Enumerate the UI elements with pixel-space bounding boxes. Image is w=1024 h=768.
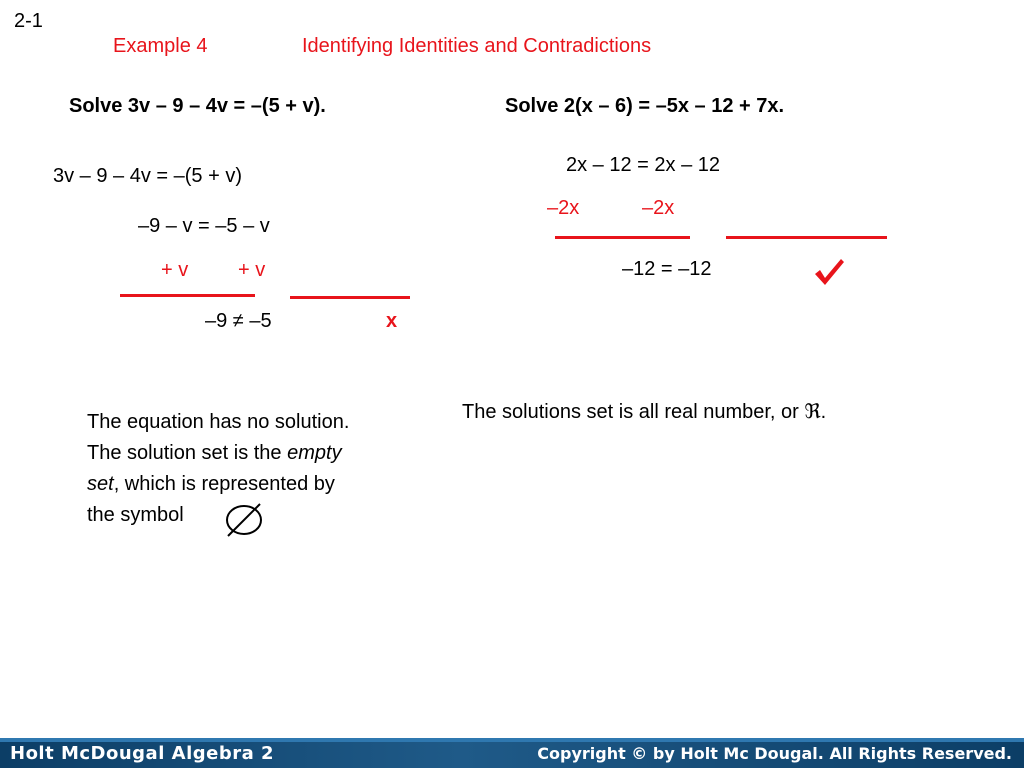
left-step-1: 3v – 9 – 4v = –(5 + v): [53, 165, 242, 187]
example-label: Example 4: [113, 35, 208, 57]
left-rule-left: [120, 294, 255, 297]
left-add-left: + v: [161, 259, 189, 281]
footer-course-title: Holt McDougal Algebra 2: [10, 743, 275, 764]
example-title: Identifying Identities and Contradictions: [302, 35, 652, 57]
left-problem-statement: Solve 3v – 9 – 4v = –(5 + v).: [69, 95, 326, 117]
right-sub-right: –2x: [642, 197, 675, 219]
lesson-number: 2-1: [14, 10, 43, 32]
empty-set-icon: [222, 500, 266, 545]
left-result: –9 ≠ –5: [205, 310, 272, 332]
checkmark-icon: [812, 256, 846, 293]
right-step-1: 2x – 12 = 2x – 12: [566, 154, 721, 176]
left-rule-right: [290, 296, 410, 299]
footer-copyright: Copyright © by Holt Mc Dougal. All Rights Reserved.: [537, 744, 1012, 763]
conclusion-line-2a: The solution set is the: [87, 442, 288, 464]
right-problem-statement: Solve 2(x – 6) = –5x – 12 + 7x.: [505, 95, 785, 117]
conclusion-line-3a: set: [87, 473, 114, 495]
right-sub-left: –2x: [547, 197, 580, 219]
contradiction-mark: x: [386, 310, 398, 332]
right-conclusion: The solutions set is all real number, or ℜ.: [462, 401, 827, 423]
conclusion-line-2b: empty: [287, 442, 342, 464]
left-add-right: + v: [238, 259, 266, 281]
conclusion-line-4: the symbol: [87, 504, 184, 526]
left-step-2: –9 – v = –5 – v: [138, 215, 270, 237]
right-rule-left: [555, 236, 690, 239]
right-rule-right: [726, 236, 887, 239]
left-conclusion: [87, 407, 349, 531]
conclusion-line-1: The equation has no solution.: [87, 411, 350, 433]
conclusion-line-3b: , which is represented by: [113, 473, 335, 495]
footer-bar: [0, 738, 1024, 768]
right-result: –12 = –12: [622, 258, 712, 280]
footer-strip: [0, 738, 1024, 742]
